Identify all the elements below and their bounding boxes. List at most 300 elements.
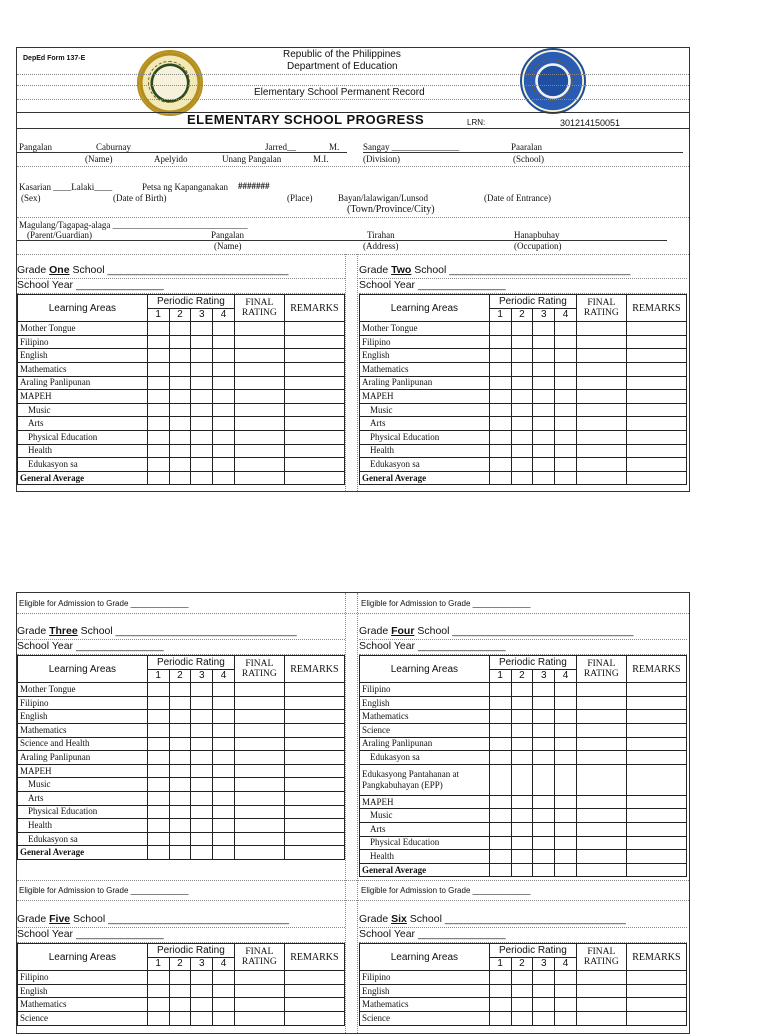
q1-cell[interactable] — [147, 723, 169, 737]
q4-cell[interactable] — [213, 805, 235, 819]
q4-cell[interactable] — [213, 430, 235, 444]
q1-cell[interactable] — [147, 417, 169, 431]
final-cell[interactable] — [234, 778, 284, 792]
q2-cell[interactable] — [169, 417, 191, 431]
q1-cell[interactable] — [147, 1011, 169, 1025]
school-field[interactable]: _______________________________ — [115, 625, 297, 637]
q3-cell[interactable] — [191, 417, 213, 431]
school-year-field[interactable]: School Year _______________ — [359, 928, 687, 943]
remarks-cell[interactable] — [284, 349, 344, 363]
q1-cell[interactable] — [489, 764, 511, 795]
q2-cell[interactable] — [169, 1011, 191, 1025]
final-cell[interactable] — [234, 805, 284, 819]
final-cell[interactable] — [576, 362, 626, 376]
remarks-cell[interactable] — [284, 998, 344, 1012]
q1-cell[interactable] — [489, 850, 511, 864]
final-cell[interactable] — [234, 458, 284, 472]
final-cell[interactable] — [576, 444, 626, 458]
q2-cell[interactable] — [169, 723, 191, 737]
final-cell[interactable] — [576, 458, 626, 472]
q1-cell[interactable] — [147, 805, 169, 819]
q4-cell[interactable] — [555, 322, 577, 336]
q3-cell[interactable] — [191, 819, 213, 833]
final-cell[interactable] — [234, 751, 284, 765]
final-cell[interactable] — [576, 417, 626, 431]
q3-cell[interactable] — [533, 723, 555, 737]
remarks-cell[interactable] — [626, 836, 686, 850]
school-year-field[interactable]: School Year _______________ — [359, 640, 687, 655]
q3-cell[interactable] — [191, 998, 213, 1012]
q1-cell[interactable] — [147, 376, 169, 390]
final-cell[interactable] — [234, 444, 284, 458]
final-cell[interactable] — [234, 998, 284, 1012]
q3-cell[interactable] — [191, 458, 213, 472]
q1-cell[interactable] — [489, 984, 511, 998]
q2-cell[interactable] — [169, 791, 191, 805]
final-cell[interactable] — [234, 390, 284, 404]
school-year-field[interactable]: School Year _______________ — [359, 279, 687, 294]
q2-cell[interactable] — [511, 376, 533, 390]
q1-cell[interactable] — [489, 349, 511, 363]
q1-cell[interactable] — [489, 723, 511, 737]
q4-cell[interactable] — [555, 850, 577, 864]
school-year-field[interactable]: School Year _______________ — [17, 640, 345, 655]
final-cell[interactable] — [234, 1011, 284, 1025]
school-field[interactable]: _______________________________ — [108, 913, 290, 925]
q3-cell[interactable] — [533, 390, 555, 404]
q1-cell[interactable] — [489, 430, 511, 444]
q4-cell[interactable] — [213, 444, 235, 458]
q4-cell[interactable] — [555, 998, 577, 1012]
q4-cell[interactable] — [555, 863, 577, 877]
final-cell[interactable] — [234, 737, 284, 751]
q3-cell[interactable] — [533, 737, 555, 751]
q2-cell[interactable] — [511, 458, 533, 472]
q2-cell[interactable] — [511, 764, 533, 795]
final-cell[interactable] — [234, 791, 284, 805]
final-cell[interactable] — [234, 819, 284, 833]
q2-cell[interactable] — [511, 335, 533, 349]
q4-cell[interactable] — [213, 723, 235, 737]
remarks-cell[interactable] — [284, 971, 344, 985]
q4-cell[interactable] — [213, 984, 235, 998]
q4-cell[interactable] — [213, 403, 235, 417]
q2-cell[interactable] — [169, 998, 191, 1012]
q3-cell[interactable] — [533, 984, 555, 998]
remarks-cell[interactable] — [626, 683, 686, 697]
remarks-cell[interactable] — [626, 417, 686, 431]
remarks-cell[interactable] — [284, 778, 344, 792]
final-cell[interactable] — [576, 322, 626, 336]
q1-cell[interactable] — [489, 376, 511, 390]
q4-cell[interactable] — [213, 998, 235, 1012]
q4-cell[interactable] — [213, 751, 235, 765]
q3-cell[interactable] — [191, 471, 213, 485]
q4-cell[interactable] — [213, 791, 235, 805]
q1-cell[interactable] — [147, 696, 169, 710]
final-cell[interactable] — [234, 417, 284, 431]
q4-cell[interactable] — [555, 417, 577, 431]
final-cell[interactable] — [576, 836, 626, 850]
final-cell[interactable] — [234, 723, 284, 737]
q3-cell[interactable] — [533, 458, 555, 472]
q4-cell[interactable] — [213, 390, 235, 404]
q2-cell[interactable] — [511, 362, 533, 376]
q1-cell[interactable] — [489, 998, 511, 1012]
remarks-cell[interactable] — [284, 683, 344, 697]
q1-cell[interactable] — [489, 863, 511, 877]
final-cell[interactable] — [576, 430, 626, 444]
q3-cell[interactable] — [533, 683, 555, 697]
q1-cell[interactable] — [489, 444, 511, 458]
q3-cell[interactable] — [191, 971, 213, 985]
final-cell[interactable] — [576, 1011, 626, 1025]
final-cell[interactable] — [576, 390, 626, 404]
q4-cell[interactable] — [555, 430, 577, 444]
final-cell[interactable] — [576, 809, 626, 823]
q3-cell[interactable] — [191, 846, 213, 860]
remarks-cell[interactable] — [626, 723, 686, 737]
remarks-cell[interactable] — [284, 376, 344, 390]
final-cell[interactable] — [576, 696, 626, 710]
school-field[interactable]: _______________________________ — [449, 264, 631, 276]
final-cell[interactable] — [576, 751, 626, 765]
remarks-cell[interactable] — [626, 751, 686, 765]
q2-cell[interactable] — [169, 444, 191, 458]
q4-cell[interactable] — [555, 349, 577, 363]
q4-cell[interactable] — [555, 403, 577, 417]
remarks-cell[interactable] — [284, 471, 344, 485]
q3-cell[interactable] — [533, 335, 555, 349]
q2-cell[interactable] — [511, 390, 533, 404]
q4-cell[interactable] — [555, 390, 577, 404]
q2-cell[interactable] — [511, 998, 533, 1012]
q1-cell[interactable] — [147, 737, 169, 751]
remarks-cell[interactable] — [626, 998, 686, 1012]
remarks-cell[interactable] — [284, 458, 344, 472]
final-cell[interactable] — [576, 795, 626, 809]
q1-cell[interactable] — [147, 984, 169, 998]
school-field[interactable]: _______________________________ — [107, 264, 289, 276]
school-year-field[interactable]: School Year _______________ — [17, 279, 345, 294]
q4-cell[interactable] — [555, 809, 577, 823]
remarks-cell[interactable] — [284, 984, 344, 998]
remarks-cell[interactable] — [284, 846, 344, 860]
remarks-cell[interactable] — [626, 322, 686, 336]
remarks-cell[interactable] — [284, 710, 344, 724]
q3-cell[interactable] — [191, 349, 213, 363]
final-cell[interactable] — [234, 349, 284, 363]
q2-cell[interactable] — [169, 349, 191, 363]
final-cell[interactable] — [234, 696, 284, 710]
remarks-cell[interactable] — [626, 430, 686, 444]
final-cell[interactable] — [576, 822, 626, 836]
q4-cell[interactable] — [555, 971, 577, 985]
q3-cell[interactable] — [191, 984, 213, 998]
q4-cell[interactable] — [213, 832, 235, 846]
q1-cell[interactable] — [147, 998, 169, 1012]
q1-cell[interactable] — [489, 458, 511, 472]
q3-cell[interactable] — [191, 1011, 213, 1025]
q4-cell[interactable] — [213, 1011, 235, 1025]
remarks-cell[interactable] — [626, 403, 686, 417]
q2-cell[interactable] — [169, 471, 191, 485]
remarks-cell[interactable] — [626, 822, 686, 836]
remarks-cell[interactable] — [284, 832, 344, 846]
q3-cell[interactable] — [191, 362, 213, 376]
final-cell[interactable] — [576, 403, 626, 417]
q1-cell[interactable] — [147, 335, 169, 349]
q4-cell[interactable] — [555, 723, 577, 737]
q4-cell[interactable] — [555, 822, 577, 836]
q4-cell[interactable] — [555, 710, 577, 724]
q4-cell[interactable] — [555, 751, 577, 765]
q2-cell[interactable] — [169, 832, 191, 846]
q4-cell[interactable] — [555, 737, 577, 751]
q2-cell[interactable] — [511, 683, 533, 697]
q4-cell[interactable] — [213, 417, 235, 431]
q2-cell[interactable] — [169, 683, 191, 697]
q2-cell[interactable] — [511, 737, 533, 751]
q4-cell[interactable] — [555, 444, 577, 458]
remarks-cell[interactable] — [284, 751, 344, 765]
school-field[interactable]: _______________________________ — [452, 625, 634, 637]
final-cell[interactable] — [576, 710, 626, 724]
q3-cell[interactable] — [533, 471, 555, 485]
q2-cell[interactable] — [511, 444, 533, 458]
q3-cell[interactable] — [191, 683, 213, 697]
q3-cell[interactable] — [191, 832, 213, 846]
final-cell[interactable] — [234, 971, 284, 985]
q2-cell[interactable] — [169, 984, 191, 998]
final-cell[interactable] — [234, 832, 284, 846]
q1-cell[interactable] — [147, 683, 169, 697]
q3-cell[interactable] — [191, 805, 213, 819]
final-cell[interactable] — [576, 863, 626, 877]
q2-cell[interactable] — [169, 696, 191, 710]
q3-cell[interactable] — [533, 403, 555, 417]
remarks-cell[interactable] — [626, 376, 686, 390]
q3-cell[interactable] — [533, 971, 555, 985]
remarks-cell[interactable] — [626, 795, 686, 809]
q2-cell[interactable] — [511, 984, 533, 998]
q2-cell[interactable] — [169, 710, 191, 724]
q4-cell[interactable] — [213, 764, 235, 778]
q1-cell[interactable] — [147, 710, 169, 724]
q1-cell[interactable] — [147, 444, 169, 458]
q3-cell[interactable] — [533, 751, 555, 765]
remarks-cell[interactable] — [626, 737, 686, 751]
q2-cell[interactable] — [169, 778, 191, 792]
final-cell[interactable] — [576, 998, 626, 1012]
remarks-cell[interactable] — [626, 984, 686, 998]
q4-cell[interactable] — [555, 795, 577, 809]
remarks-cell[interactable] — [284, 322, 344, 336]
remarks-cell[interactable] — [626, 471, 686, 485]
school-field[interactable]: _______________________________ — [444, 913, 626, 925]
q1-cell[interactable] — [489, 751, 511, 765]
q4-cell[interactable] — [555, 836, 577, 850]
q1-cell[interactable] — [147, 349, 169, 363]
q3-cell[interactable] — [533, 444, 555, 458]
q3-cell[interactable] — [533, 809, 555, 823]
q1-cell[interactable] — [489, 362, 511, 376]
q4-cell[interactable] — [213, 710, 235, 724]
q2-cell[interactable] — [511, 471, 533, 485]
q3-cell[interactable] — [191, 322, 213, 336]
remarks-cell[interactable] — [284, 362, 344, 376]
q3-cell[interactable] — [191, 778, 213, 792]
q2-cell[interactable] — [169, 737, 191, 751]
q2-cell[interactable] — [169, 971, 191, 985]
q2-cell[interactable] — [169, 430, 191, 444]
q4-cell[interactable] — [555, 376, 577, 390]
q4-cell[interactable] — [555, 362, 577, 376]
remarks-cell[interactable] — [626, 710, 686, 724]
final-cell[interactable] — [234, 322, 284, 336]
q4-cell[interactable] — [213, 458, 235, 472]
remarks-cell[interactable] — [626, 764, 686, 795]
q1-cell[interactable] — [489, 809, 511, 823]
remarks-cell[interactable] — [284, 417, 344, 431]
q1-cell[interactable] — [147, 430, 169, 444]
q3-cell[interactable] — [191, 751, 213, 765]
q3-cell[interactable] — [533, 322, 555, 336]
q1-cell[interactable] — [147, 778, 169, 792]
q1-cell[interactable] — [147, 458, 169, 472]
final-cell[interactable] — [234, 471, 284, 485]
q2-cell[interactable] — [511, 751, 533, 765]
final-cell[interactable] — [576, 335, 626, 349]
remarks-cell[interactable] — [284, 723, 344, 737]
q4-cell[interactable] — [213, 471, 235, 485]
q4-cell[interactable] — [555, 1011, 577, 1025]
remarks-cell[interactable] — [626, 696, 686, 710]
final-cell[interactable] — [576, 376, 626, 390]
remarks-cell[interactable] — [626, 1011, 686, 1025]
q4-cell[interactable] — [213, 737, 235, 751]
q1-cell[interactable] — [489, 683, 511, 697]
remarks-cell[interactable] — [284, 390, 344, 404]
q2-cell[interactable] — [169, 403, 191, 417]
q3-cell[interactable] — [533, 863, 555, 877]
q4-cell[interactable] — [213, 335, 235, 349]
final-cell[interactable] — [234, 846, 284, 860]
q2-cell[interactable] — [169, 751, 191, 765]
q3-cell[interactable] — [533, 850, 555, 864]
remarks-cell[interactable] — [626, 362, 686, 376]
remarks-cell[interactable] — [626, 444, 686, 458]
q2-cell[interactable] — [511, 430, 533, 444]
q2-cell[interactable] — [511, 795, 533, 809]
q3-cell[interactable] — [533, 430, 555, 444]
final-cell[interactable] — [234, 710, 284, 724]
final-cell[interactable] — [234, 430, 284, 444]
q3-cell[interactable] — [533, 362, 555, 376]
final-cell[interactable] — [576, 471, 626, 485]
q3-cell[interactable] — [191, 390, 213, 404]
q2-cell[interactable] — [511, 836, 533, 850]
final-cell[interactable] — [576, 737, 626, 751]
q2-cell[interactable] — [169, 322, 191, 336]
final-cell[interactable] — [576, 764, 626, 795]
q1-cell[interactable] — [489, 971, 511, 985]
final-cell[interactable] — [234, 403, 284, 417]
final-cell[interactable] — [576, 683, 626, 697]
q3-cell[interactable] — [191, 376, 213, 390]
q3-cell[interactable] — [191, 335, 213, 349]
q1-cell[interactable] — [489, 390, 511, 404]
q3-cell[interactable] — [191, 723, 213, 737]
q4-cell[interactable] — [213, 846, 235, 860]
final-cell[interactable] — [234, 764, 284, 778]
remarks-cell[interactable] — [284, 819, 344, 833]
q3-cell[interactable] — [533, 795, 555, 809]
q1-cell[interactable] — [147, 403, 169, 417]
q1-cell[interactable] — [489, 471, 511, 485]
final-cell[interactable] — [576, 850, 626, 864]
remarks-cell[interactable] — [626, 458, 686, 472]
q3-cell[interactable] — [533, 696, 555, 710]
q4-cell[interactable] — [555, 335, 577, 349]
remarks-cell[interactable] — [284, 696, 344, 710]
q2-cell[interactable] — [511, 809, 533, 823]
q2-cell[interactable] — [169, 764, 191, 778]
q1-cell[interactable] — [489, 1011, 511, 1025]
q1-cell[interactable] — [147, 971, 169, 985]
q2-cell[interactable] — [169, 805, 191, 819]
q1-cell[interactable] — [147, 390, 169, 404]
q3-cell[interactable] — [533, 710, 555, 724]
q2-cell[interactable] — [169, 458, 191, 472]
q2-cell[interactable] — [511, 417, 533, 431]
q3-cell[interactable] — [533, 1011, 555, 1025]
q3-cell[interactable] — [533, 836, 555, 850]
final-cell[interactable] — [234, 984, 284, 998]
final-cell[interactable] — [234, 376, 284, 390]
q3-cell[interactable] — [191, 737, 213, 751]
q2-cell[interactable] — [511, 710, 533, 724]
q1-cell[interactable] — [489, 417, 511, 431]
q2-cell[interactable] — [511, 850, 533, 864]
q2-cell[interactable] — [511, 696, 533, 710]
q4-cell[interactable] — [213, 971, 235, 985]
final-cell[interactable] — [576, 723, 626, 737]
q4-cell[interactable] — [555, 471, 577, 485]
remarks-cell[interactable] — [284, 805, 344, 819]
q3-cell[interactable] — [191, 791, 213, 805]
q1-cell[interactable] — [489, 795, 511, 809]
remarks-cell[interactable] — [626, 335, 686, 349]
remarks-cell[interactable] — [284, 403, 344, 417]
remarks-cell[interactable] — [284, 791, 344, 805]
q1-cell[interactable] — [489, 403, 511, 417]
q3-cell[interactable] — [533, 998, 555, 1012]
q3-cell[interactable] — [191, 696, 213, 710]
q1-cell[interactable] — [147, 751, 169, 765]
q2-cell[interactable] — [511, 971, 533, 985]
remarks-cell[interactable] — [284, 1011, 344, 1025]
q4-cell[interactable] — [555, 696, 577, 710]
remarks-cell[interactable] — [284, 430, 344, 444]
q1-cell[interactable] — [147, 791, 169, 805]
q3-cell[interactable] — [533, 417, 555, 431]
q1-cell[interactable] — [489, 335, 511, 349]
q1-cell[interactable] — [147, 322, 169, 336]
remarks-cell[interactable] — [284, 764, 344, 778]
q1-cell[interactable] — [489, 822, 511, 836]
school-year-field[interactable]: School Year _______________ — [17, 928, 345, 943]
